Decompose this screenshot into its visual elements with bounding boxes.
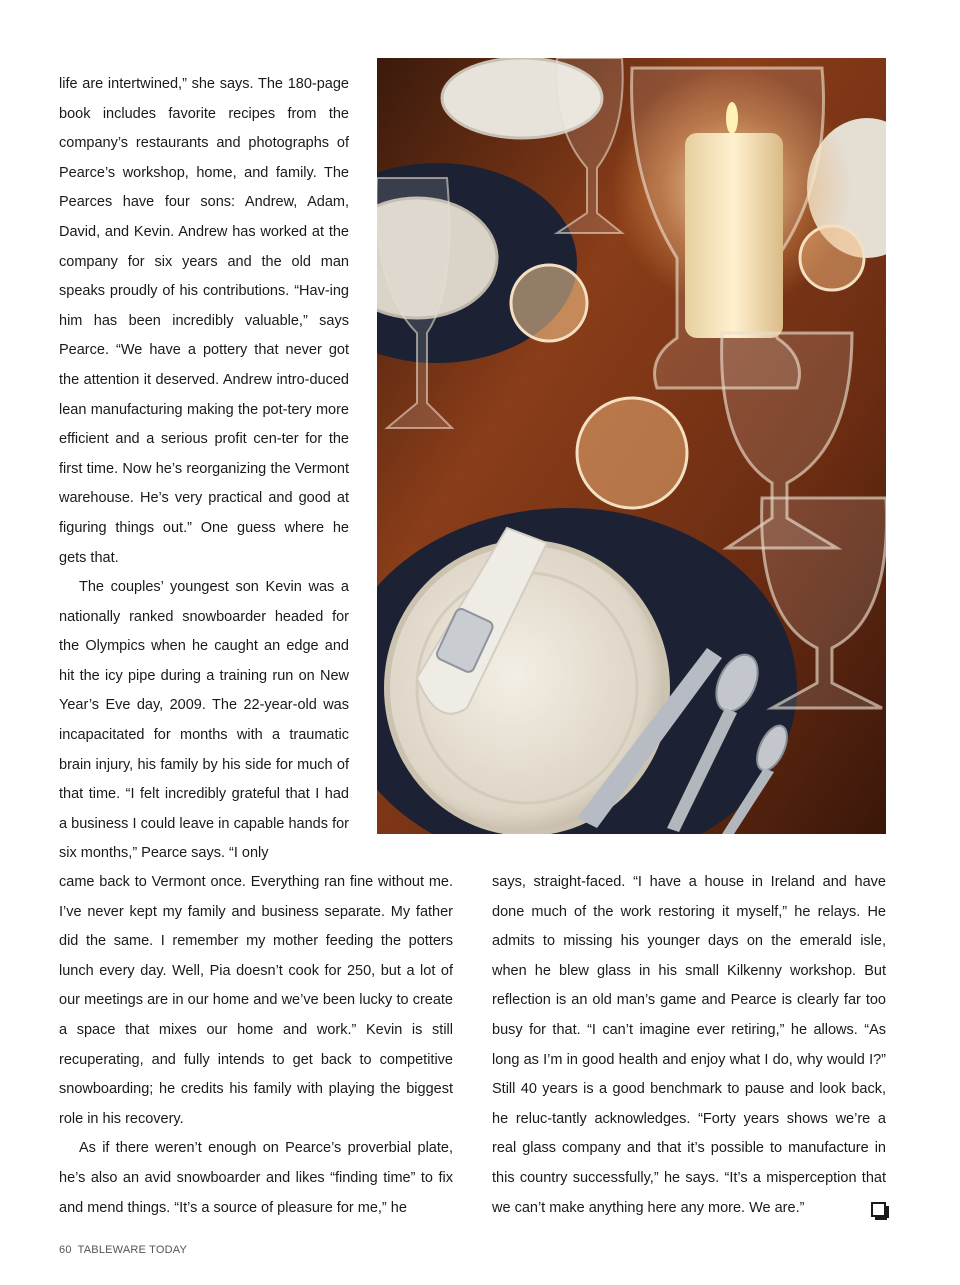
votive-right <box>800 226 864 290</box>
candle-flame <box>726 102 738 134</box>
votive-left <box>511 265 587 341</box>
article-paragraph-final <box>492 868 886 1223</box>
article-paragraph-text: says, straight-faced. “I have a house in Ireland and have done much of the work restoring it myself,” he relays. He admits to missing his younger days on the emerald isle, when he blew glass in his small Kilkenny workshop. But reflection is an old man’s game and Pearce is clearly far too busy for that. “I can’t imagine ever retiring,” he allows. “As long as I’m in good health and enjoy what I do, why would I?” Still 40 years is a good benchmark to pause and look back, he reluc-tantly acknowledges. “Forty years shows we’re a real glass company and that it’s possible to manufacture in this country successfully,” he says. “It’s a misperception that we can’t make anything here any more. We are.” <box>492 874 886 1216</box>
article-paragraph: came back to Vermont once. Everything ran fine without me. I’ve never kept my family and business separate. My father did the same. I remember my mother feeding the potters lunch every day. Well, Pia doesn’t cook for 250, but a lot of our meetings are in our home and we’ve been lucky to create a space that mixes our home and work.” Kevin is still recuperating, and fully intends to get back to competitive snowboarding; he credits his family with playing the biggest role in his recovery. <box>59 874 453 1127</box>
publication-name: TABLEWARE TODAY <box>77 1244 187 1256</box>
end-of-article-box-icon <box>871 1202 886 1217</box>
article-paragraph: The couples’ youngest son Kevin was a nationally ranked snowboarder headed for the Olympics when he caught an edge and hit the icy pipe during a training run on New Year’s Eve day, 2009. The 22-year-old was incapacitated for months with a traumatic brain injury, his family by his side for much of that time. “I felt incredibly grateful that I had a business I could leave in capable hands for six months,” Pearce says. “I only <box>59 579 349 862</box>
pillar-candle <box>685 133 783 338</box>
article-column-right-bottom <box>492 868 886 1223</box>
article-paragraph: As if there weren’t enough on Pearce’s proverbial plate, he’s also an avid snowboarder and likes “finding time” to fix and mend things. “It’s a source of pleasure for me,” he <box>59 1140 453 1216</box>
article-column-left-top <box>59 70 349 869</box>
page-number: 60 <box>59 1244 72 1256</box>
article-column-left-bottom <box>59 868 453 1223</box>
article-paragraph: life are intertwined,” she says. The 180-page book includes favorite recipes from the company’s restaurants and photographs of Pearce’s workshop, home, and family. The Pearces have four sons: Andrew, Adam, David, and Kevin. Andrew has worked at the company for six years and the old man speaks proudly of his contributions. “Hav-ing him has been incredibly valuable,” says Pearce. “We have a pottery that never got the attention it deserved. Andrew intro-duced lean manufacturing making the pot-tery more efficient and a serious profit cen-ter for the first time. Now he’s reorganizing the Vermont warehouse. He’s very practical and good at figuring things out.” One guess where he gets that. <box>59 76 349 566</box>
table-setting-photo <box>377 58 886 834</box>
votive-center <box>577 398 687 508</box>
page-footer <box>59 1244 187 1256</box>
